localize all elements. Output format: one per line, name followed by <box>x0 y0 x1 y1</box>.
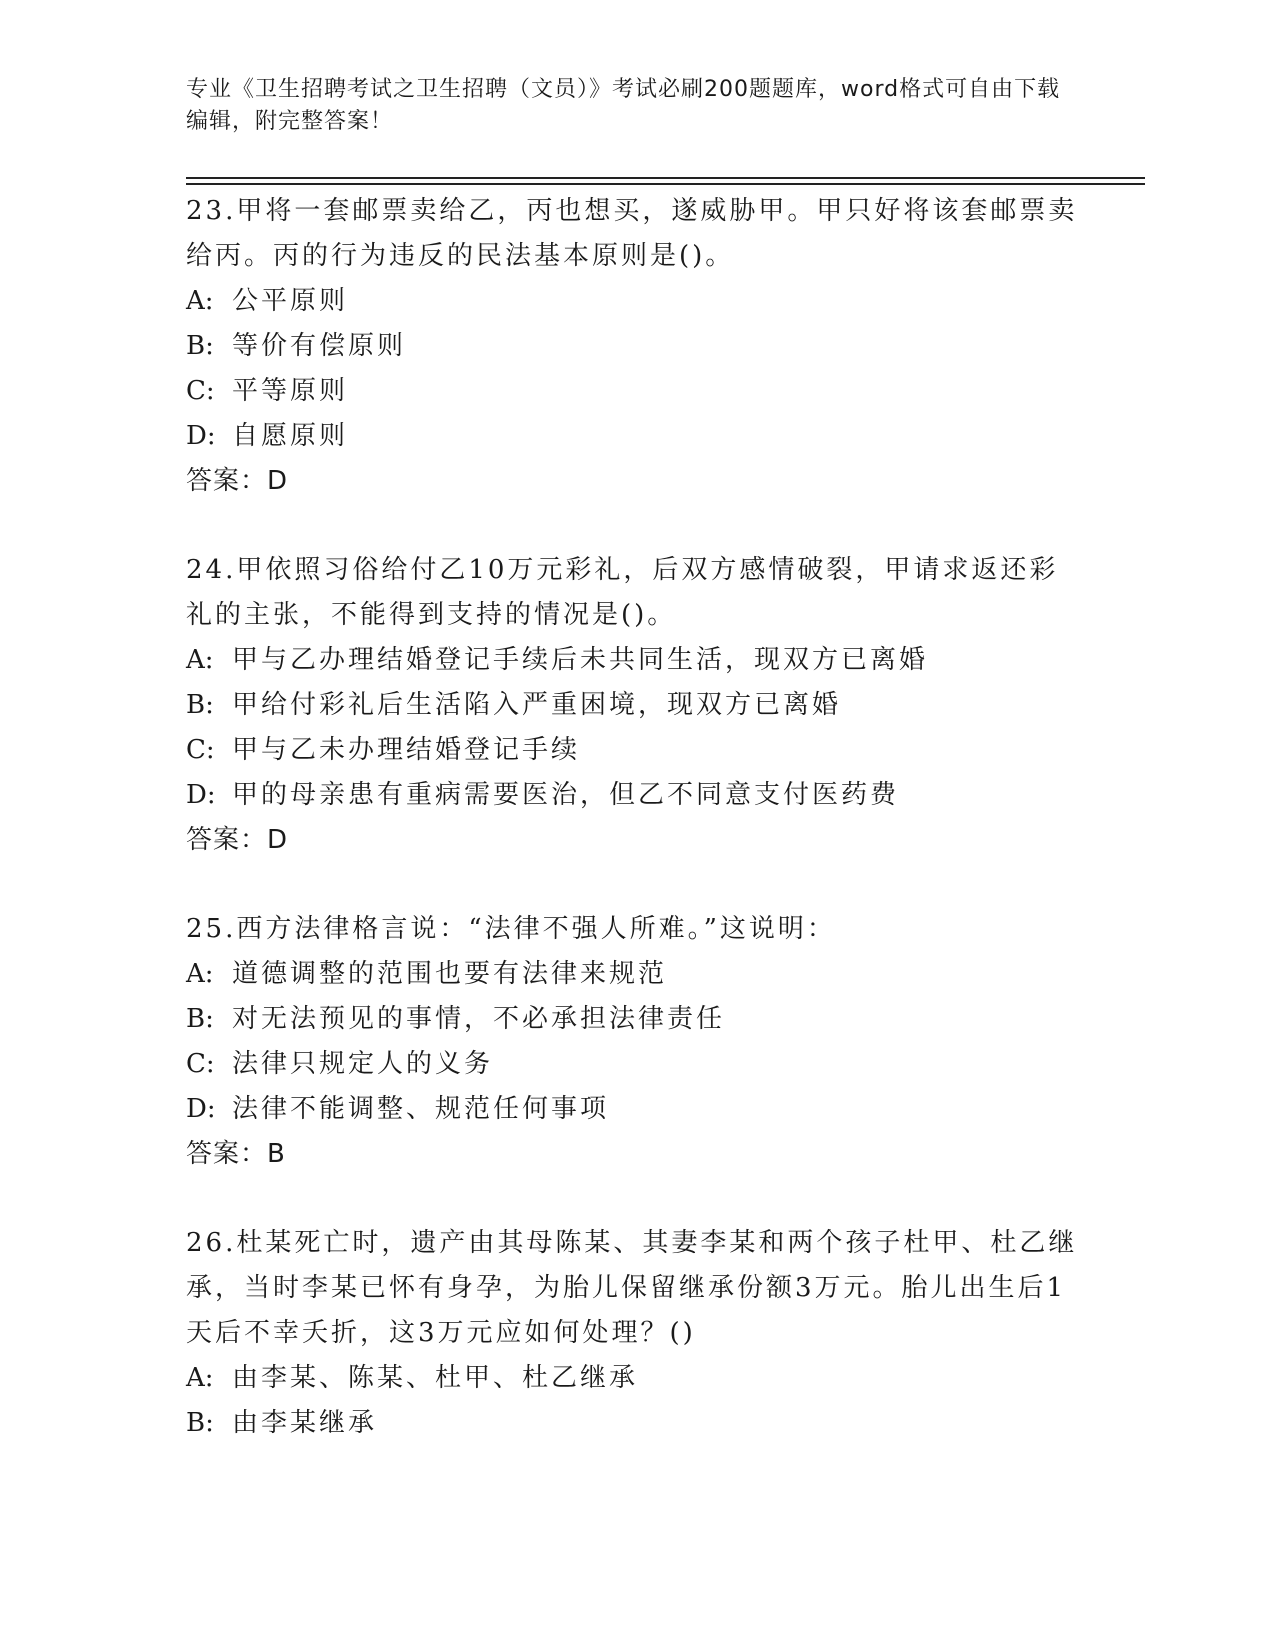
option-text: 由李某继承 <box>232 1408 378 1438</box>
option-c <box>186 728 1086 773</box>
option-label: A: <box>186 645 214 675</box>
option-d <box>186 1087 1086 1132</box>
option-text: 甲与乙未办理结婚登记手续 <box>232 735 581 765</box>
option-text: 对无法预见的事情，不必承担法律责任 <box>232 1004 726 1034</box>
option-text: 公平原则 <box>232 286 349 316</box>
option-label: C: <box>186 376 215 406</box>
option-label: B: <box>186 331 214 361</box>
option-text: 由李某、陈某、杜甲、杜乙继承 <box>232 1363 639 1393</box>
option-label: A: <box>186 959 214 989</box>
document-header <box>186 74 1066 138</box>
option-label: D: <box>186 780 216 810</box>
question-stem: 24.甲依照习俗给付乙10万元彩礼，后双方感情破裂，甲请求返还彩礼的主张，不能得到支持的情况是()。 <box>186 555 1059 630</box>
answer: 答案：B <box>186 1139 286 1169</box>
option-a <box>186 952 1086 997</box>
option-b <box>186 1401 1086 1446</box>
option-text: 甲的母亲患有重病需要医治，但乙不同意支付医药费 <box>232 780 900 810</box>
question-25 <box>186 907 1086 1177</box>
question-23 <box>186 189 1086 504</box>
option-text: 自愿原则 <box>232 421 349 451</box>
option-a <box>186 1356 1086 1401</box>
question-stem: 25.西方法律格言说：“法律不强人所难。”这说明： <box>186 914 836 944</box>
option-text: 甲给付彩礼后生活陷入严重困境，现双方已离婚 <box>232 690 842 720</box>
option-label: A: <box>186 1363 214 1393</box>
answer: 答案：D <box>186 466 289 496</box>
option-a <box>186 279 1086 324</box>
question-stem: 23.甲将一套邮票卖给乙，丙也想买，遂威胁甲。甲只好将该套邮票卖给丙。丙的行为违反的民法基本原则是()。 <box>186 196 1078 271</box>
question-list <box>186 189 1086 1490</box>
option-d <box>186 414 1086 459</box>
option-d <box>186 773 1086 818</box>
option-text: 法律只规定人的义务 <box>232 1049 494 1079</box>
option-text: 道德调整的范围也要有法律来规范 <box>232 959 668 989</box>
header-divider-top <box>186 177 1145 179</box>
option-b <box>186 683 1086 728</box>
option-c <box>186 1042 1086 1087</box>
option-label: B: <box>186 690 214 720</box>
option-label: C: <box>186 735 215 765</box>
option-b <box>186 997 1086 1042</box>
option-c <box>186 369 1086 414</box>
option-text: 等价有偿原则 <box>232 331 407 361</box>
option-text: 甲与乙办理结婚登记手续后未共同生活，现双方已离婚 <box>232 645 929 675</box>
option-label: D: <box>186 421 216 451</box>
option-label: D: <box>186 1094 216 1124</box>
question-stem: 26.杜某死亡时，遗产由其母陈某、其妻李某和两个孩子杜甲、杜乙继承，当时李某已怀有身孕，为胎儿保留继承份额3万元。胎儿出生后1天后不幸夭折，这3万元应如何处理？() <box>186 1228 1078 1348</box>
question-26 <box>186 1221 1086 1446</box>
header-text: 专业《卫生招聘考试之卫生招聘（文员）》考试必刷200题题库，word格式可自由下载编辑，附完整答案！ <box>186 77 1061 134</box>
option-label: B: <box>186 1408 214 1438</box>
option-label: A: <box>186 286 214 316</box>
header-divider-bottom <box>186 183 1145 185</box>
option-label: C: <box>186 1049 215 1079</box>
option-a <box>186 638 1086 683</box>
question-24 <box>186 548 1086 863</box>
answer: 答案：D <box>186 825 289 855</box>
option-text: 法律不能调整、规范任何事项 <box>232 1094 610 1124</box>
option-label: B: <box>186 1004 214 1034</box>
option-text: 平等原则 <box>232 376 349 406</box>
option-b <box>186 324 1086 369</box>
